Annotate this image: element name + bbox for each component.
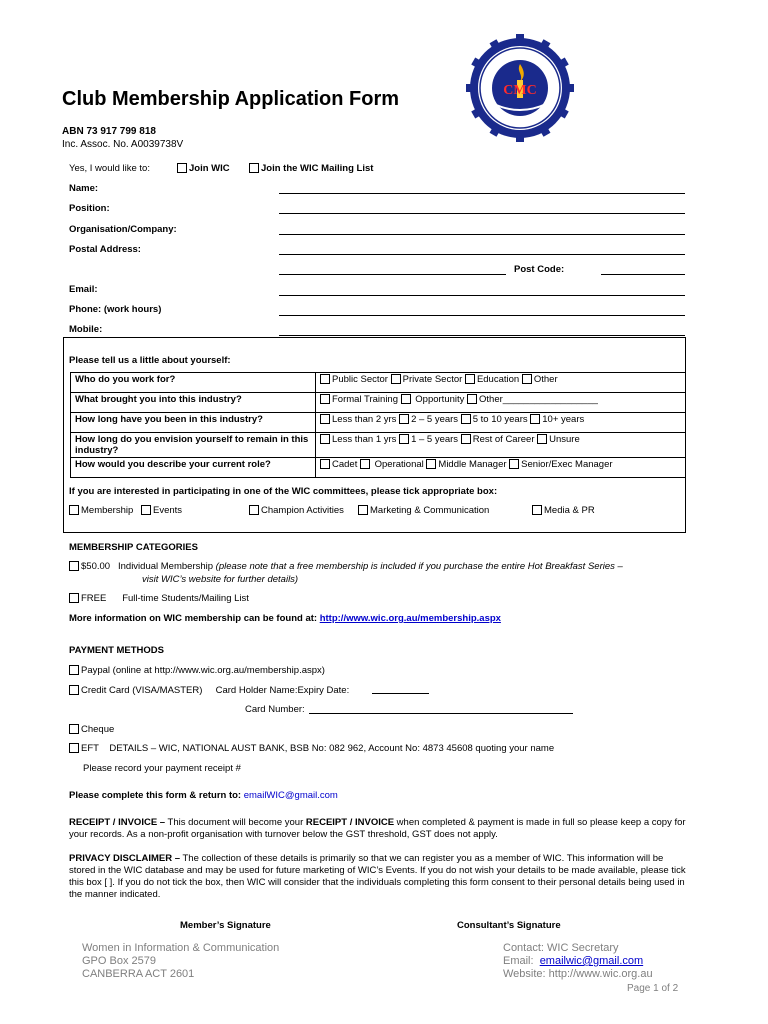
remain-1-5-checkbox[interactable] [399, 434, 409, 444]
postcode-label: Post Code: [514, 264, 565, 275]
assoc-number: Inc. Assoc. No. A0039738V [62, 139, 184, 150]
committee-membership[interactable]: Membership [69, 505, 133, 516]
payment-cheque-checkbox[interactable] [69, 724, 79, 734]
membership-note-2: visit WIC’s website for further details) [142, 574, 299, 585]
role-middle-checkbox[interactable] [426, 459, 436, 469]
options-cell: Less than 1 yrs 1 – 5 years Rest of Career Unsure [316, 433, 686, 458]
card-number-label: Card Number: [245, 704, 305, 715]
membership-more-info: More information on WIC membership can be found at: http://www.wic.org.au/membership.aspx [69, 613, 501, 624]
payment-paypal-option[interactable]: Paypal (online at http://www.wic.org.au/membership.aspx) [69, 665, 325, 676]
about-table [70, 372, 686, 478]
work-other-checkbox[interactable] [522, 374, 532, 384]
committees-heading: If you are interested in participating in one of the WIC committees, please tick appropriate box: [69, 486, 498, 497]
postal-field-2[interactable] [279, 274, 506, 275]
role-operational-checkbox[interactable] [360, 459, 370, 469]
table-row [71, 458, 686, 478]
page-title: Club Membership Application Form [62, 88, 400, 110]
payment-credit-checkbox[interactable] [69, 685, 79, 695]
organisation-label: Organisation/Company: [69, 224, 177, 235]
mobile-field[interactable] [279, 335, 685, 336]
work-education-checkbox[interactable] [465, 374, 475, 384]
committee-membership-checkbox[interactable] [69, 505, 79, 515]
member-signature: Member’s Signature [180, 920, 271, 931]
join-wic-checkbox[interactable] [177, 163, 187, 173]
mobile-label: Mobile: [69, 324, 103, 335]
complete-email[interactable]: emailWIC@gmail.com [243, 790, 338, 801]
table-row [71, 433, 686, 458]
phone-field[interactable] [279, 315, 685, 316]
table-row [71, 393, 686, 413]
postal-field[interactable] [279, 254, 685, 255]
membership-link[interactable]: http://www.wic.org.au/membership.aspx [319, 613, 501, 624]
payment-cheque-option[interactable]: Cheque [69, 724, 114, 735]
payment-eft-checkbox[interactable] [69, 743, 79, 753]
question-cell: How long do you envision yourself to remain in this industry? [71, 433, 316, 458]
seal-label: CMC [503, 83, 537, 98]
membership-free-checkbox[interactable] [69, 593, 79, 603]
receipt-paragraph: RECEIPT / INVOICE – This document will become your RECEIPT / INVOICE when completed & payment is made in full so please keep a copy for your records. As a non-profit organisation with turnover below the GST threshold, GST does not apply. [69, 817, 686, 840]
committee-champion-checkbox[interactable] [249, 505, 259, 515]
membership-free-option[interactable]: FREE Full-time Students/Mailing List [69, 593, 249, 604]
brought-opportunity-checkbox[interactable] [401, 394, 411, 404]
role-cadet-checkbox[interactable] [320, 459, 330, 469]
page-number: Page 1 of 2 [627, 983, 679, 994]
organisation-field[interactable] [279, 234, 685, 235]
role-senior-checkbox[interactable] [509, 459, 519, 469]
industry-5-10-checkbox[interactable] [461, 414, 471, 424]
committee-events[interactable]: Events [141, 505, 182, 516]
committee-media[interactable]: Media & PR [532, 505, 595, 516]
expiry-field[interactable] [372, 693, 429, 694]
brought-other-checkbox[interactable] [467, 394, 477, 404]
privacy-paragraph: PRIVACY DISCLAIMER – The collection of these details is primarily so that we can register you as a member of WIC. This information will be stored in the WIC database and may be used for future marketing of WIC’s Events. If you do not wish your details to be made available, please tick this box [ ]. If you do not tick the box, then WIC will consider that the individuals completing this form consent to their personal details being used in the manner indicated. [69, 853, 686, 900]
table-row [71, 373, 686, 393]
options-cell: Formal Training Opportunity Other__________________ [316, 393, 686, 413]
payment-eft-option[interactable]: EFT DETAILS – WIC, NATIONAL AUST BANK, BSB No: 082 962, Account No: 4873 45608 quoting your name [69, 743, 554, 754]
table-row [71, 413, 686, 433]
position-label: Position: [69, 203, 110, 214]
footer-email-link[interactable]: emailwic@gmail.com [539, 955, 644, 967]
payment-credit-option[interactable]: Credit Card (VISA/MASTER) Card Holder Name:Expiry Date: [69, 685, 349, 696]
payment-receipt: Please record your payment receipt # [83, 763, 241, 774]
committee-marketing[interactable]: Marketing & Communication [358, 505, 489, 516]
position-field[interactable] [279, 213, 685, 214]
abn: ABN 73 917 799 818 [62, 126, 156, 137]
committee-marketing-checkbox[interactable] [358, 505, 368, 515]
remain-unsure-checkbox[interactable] [537, 434, 547, 444]
payment-paypal-checkbox[interactable] [69, 665, 79, 675]
question-cell: How would you describe your current role? [71, 458, 316, 478]
cmc-seal-logo [466, 34, 574, 142]
phone-label: Phone: (work hours) [69, 304, 162, 315]
work-public-checkbox[interactable] [320, 374, 330, 384]
committee-events-checkbox[interactable] [141, 505, 151, 515]
footer-contact: Contact: WIC Secretary Email: emailwic@gmail.com Website: http://www.wic.org.au [503, 942, 653, 980]
footer-address: Women in Information & Communication GPO Box 2579 CANBERRA ACT 2601 [82, 942, 280, 980]
membership-individual-checkbox[interactable] [69, 561, 79, 571]
membership-individual-option[interactable]: $50.00 Individual Membership (please note that a free membership is included if you purchase the entire Hot Breakfast Series – [69, 561, 623, 572]
complete-line: Please complete this form & return to: emailWIC@gmail.com [69, 790, 338, 801]
question-cell: What brought you into this industry? [71, 393, 316, 413]
consultant-signature: Consultant’s Signature [457, 920, 561, 931]
payment-heading: PAYMENT METHODS [69, 645, 165, 656]
committee-media-checkbox[interactable] [532, 505, 542, 515]
join-prompt: Yes, I would like to: [69, 163, 150, 174]
question-cell: How long have you been in this industry? [71, 413, 316, 433]
remain-lt1-checkbox[interactable] [320, 434, 330, 444]
industry-lt2-checkbox[interactable] [320, 414, 330, 424]
join-mailing-option[interactable]: Join the WIC Mailing List [249, 163, 373, 174]
email-label: Email: [69, 284, 98, 295]
options-cell: Cadet Operational Middle Manager Senior/Exec Manager [316, 458, 686, 478]
name-label: Name: [69, 183, 99, 194]
membership-heading: MEMBERSHIP CATEGORIES [69, 542, 198, 553]
industry-2-5-checkbox[interactable] [399, 414, 409, 424]
name-field[interactable] [279, 193, 685, 194]
industry-10plus-checkbox[interactable] [530, 414, 540, 424]
brought-training-checkbox[interactable] [320, 394, 330, 404]
options-cell: Less than 2 yrs 2 – 5 years 5 to 10 years 10+ years [316, 413, 686, 433]
remain-career-checkbox[interactable] [461, 434, 471, 444]
question-cell: Who do you work for? [71, 373, 316, 393]
about-heading: Please tell us a little about yourself: [69, 355, 231, 366]
join-wic-option[interactable]: Join WIC [177, 163, 230, 174]
join-mailing-checkbox[interactable] [249, 163, 259, 173]
committee-champion[interactable]: Champion Activities [249, 505, 344, 516]
card-number-field[interactable] [309, 713, 573, 714]
postcode-field[interactable] [601, 274, 685, 275]
work-private-checkbox[interactable] [391, 374, 401, 384]
email-field[interactable] [279, 295, 685, 296]
postal-label: Postal Address: [69, 244, 141, 255]
options-cell: Public Sector Private Sector Education Other [316, 373, 686, 393]
